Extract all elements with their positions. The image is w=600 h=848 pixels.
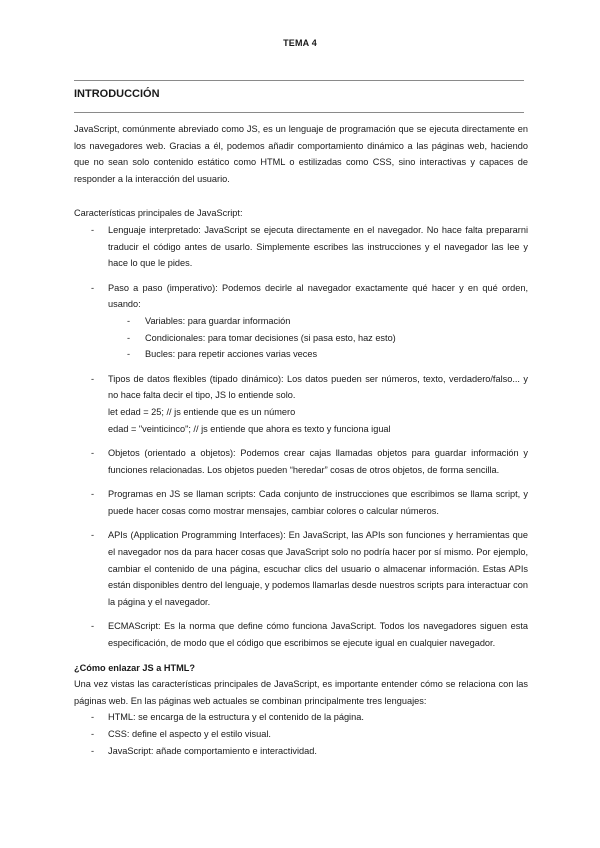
intro-paragraph: JavaScript, comúnmente abreviado como JS, es un lenguaje de programación que se ejecuta directamente en los navegadores web. Gracias a él, podemos añadir comportamiento dinámico a las páginas web, haciendo que no sean solo contenido estático como HTML o estilizadas como CSS, sino interactivas y capaces de responder a la interacción del usuario.	[74, 124, 528, 184]
link-paragraph: Una vez vistas las características principales de JavaScript, es importante entender cómo se relaciona con las páginas web. En las páginas web actuales se combinan principalmente tres lenguajes:	[74, 679, 528, 706]
list-item: - Objetos (orientado a objetos): Podemos crear cajas llamadas objetos para guardar información y funciones relacionadas. Los objetos pueden “heredar” cosas de otros objetos, de forma sencilla.	[74, 445, 528, 478]
list-item: - ECMAScript: Es la norma que define cómo funciona JavaScript. Todos los navegadores siguen esta especificación, de modo que el código que escribimos se ejecute igual en cualquier navegador.	[74, 618, 528, 651]
sub-list-item: - Condicionales: para tomar decisiones (si pasa esto, haz esto)	[108, 330, 528, 347]
top-divider	[74, 80, 524, 81]
title-divider	[74, 112, 524, 113]
characteristics-list	[74, 222, 528, 652]
list-item: - Tipos de datos flexibles (tipado dinámico): Los datos pueden ser números, texto, verdadero/falso... y no hace falta decir el tipo, JS lo entiende solo. let edad = 25; // js entiende que es un número edad = "veinticinco"; // js entiende que ahora es texto y funciona igual	[74, 371, 528, 437]
list-item: - Programas en JS se llaman scripts: Cada conjunto de instrucciones que escribimos se llama script, y puede hacer cosas como mostrar mensajes, cambiar colores o calcular números.	[74, 486, 528, 519]
code-line: let edad = 25; // js entiende que es un número	[108, 406, 296, 417]
page-header: TEMA 4	[283, 38, 317, 48]
list-item: - Paso a paso (imperativo): Podemos decirle al navegador exactamente qué hacer y en qué orden, usando: - Variables: para guardar información - Condicionales: para tomar decisiones (si pasa esto, haz esto) - Bucles: para repetir acciones varias veces	[74, 280, 528, 363]
sub-list-item: - Bucles: para repetir acciones varias veces	[108, 346, 528, 363]
characteristics-title: Características principales de JavaScript:	[74, 208, 243, 219]
list-item: - HTML: se encarga de la estructura y el contenido de la página.	[74, 709, 528, 726]
list-item: - APIs (Application Programming Interfaces): En JavaScript, las APIs son funciones y herramientas que el navegador nos da para hacer cosas que JavaScript solo no podría hacer por sí mismo. Por ejemplo, cambiar el contenido de una página, escuchar clics del usuario o almacenar información. Estas APIs están disponibles dentro del lenguaje, y podemos llamarlas desde nuestros scripts para interactuar con la página y el navegador.	[74, 527, 528, 610]
list-item: - Lenguaje interpretado: JavaScript se ejecuta directamente en el navegador. No hace falta prepararni traducir el código antes de usarlo. Simplemente escribes las instrucciones y el navegador las lee y hace lo que le pides.	[74, 222, 528, 272]
section-title: INTRODUCCIÓN	[74, 88, 160, 100]
sub-list-item: - Variables: para guardar información	[108, 313, 528, 330]
subsection-title: ¿Cómo enlazar JS a HTML?	[74, 662, 195, 673]
languages-list	[74, 709, 528, 759]
sub-list	[108, 313, 528, 363]
document-body	[74, 121, 528, 759]
list-item: - JavaScript: añade comportamiento e interactividad.	[74, 743, 528, 760]
list-item: - CSS: define el aspecto y el estilo visual.	[74, 726, 528, 743]
code-line: edad = "veinticinco"; // js entiende que ahora es texto y funciona igual	[108, 423, 391, 434]
